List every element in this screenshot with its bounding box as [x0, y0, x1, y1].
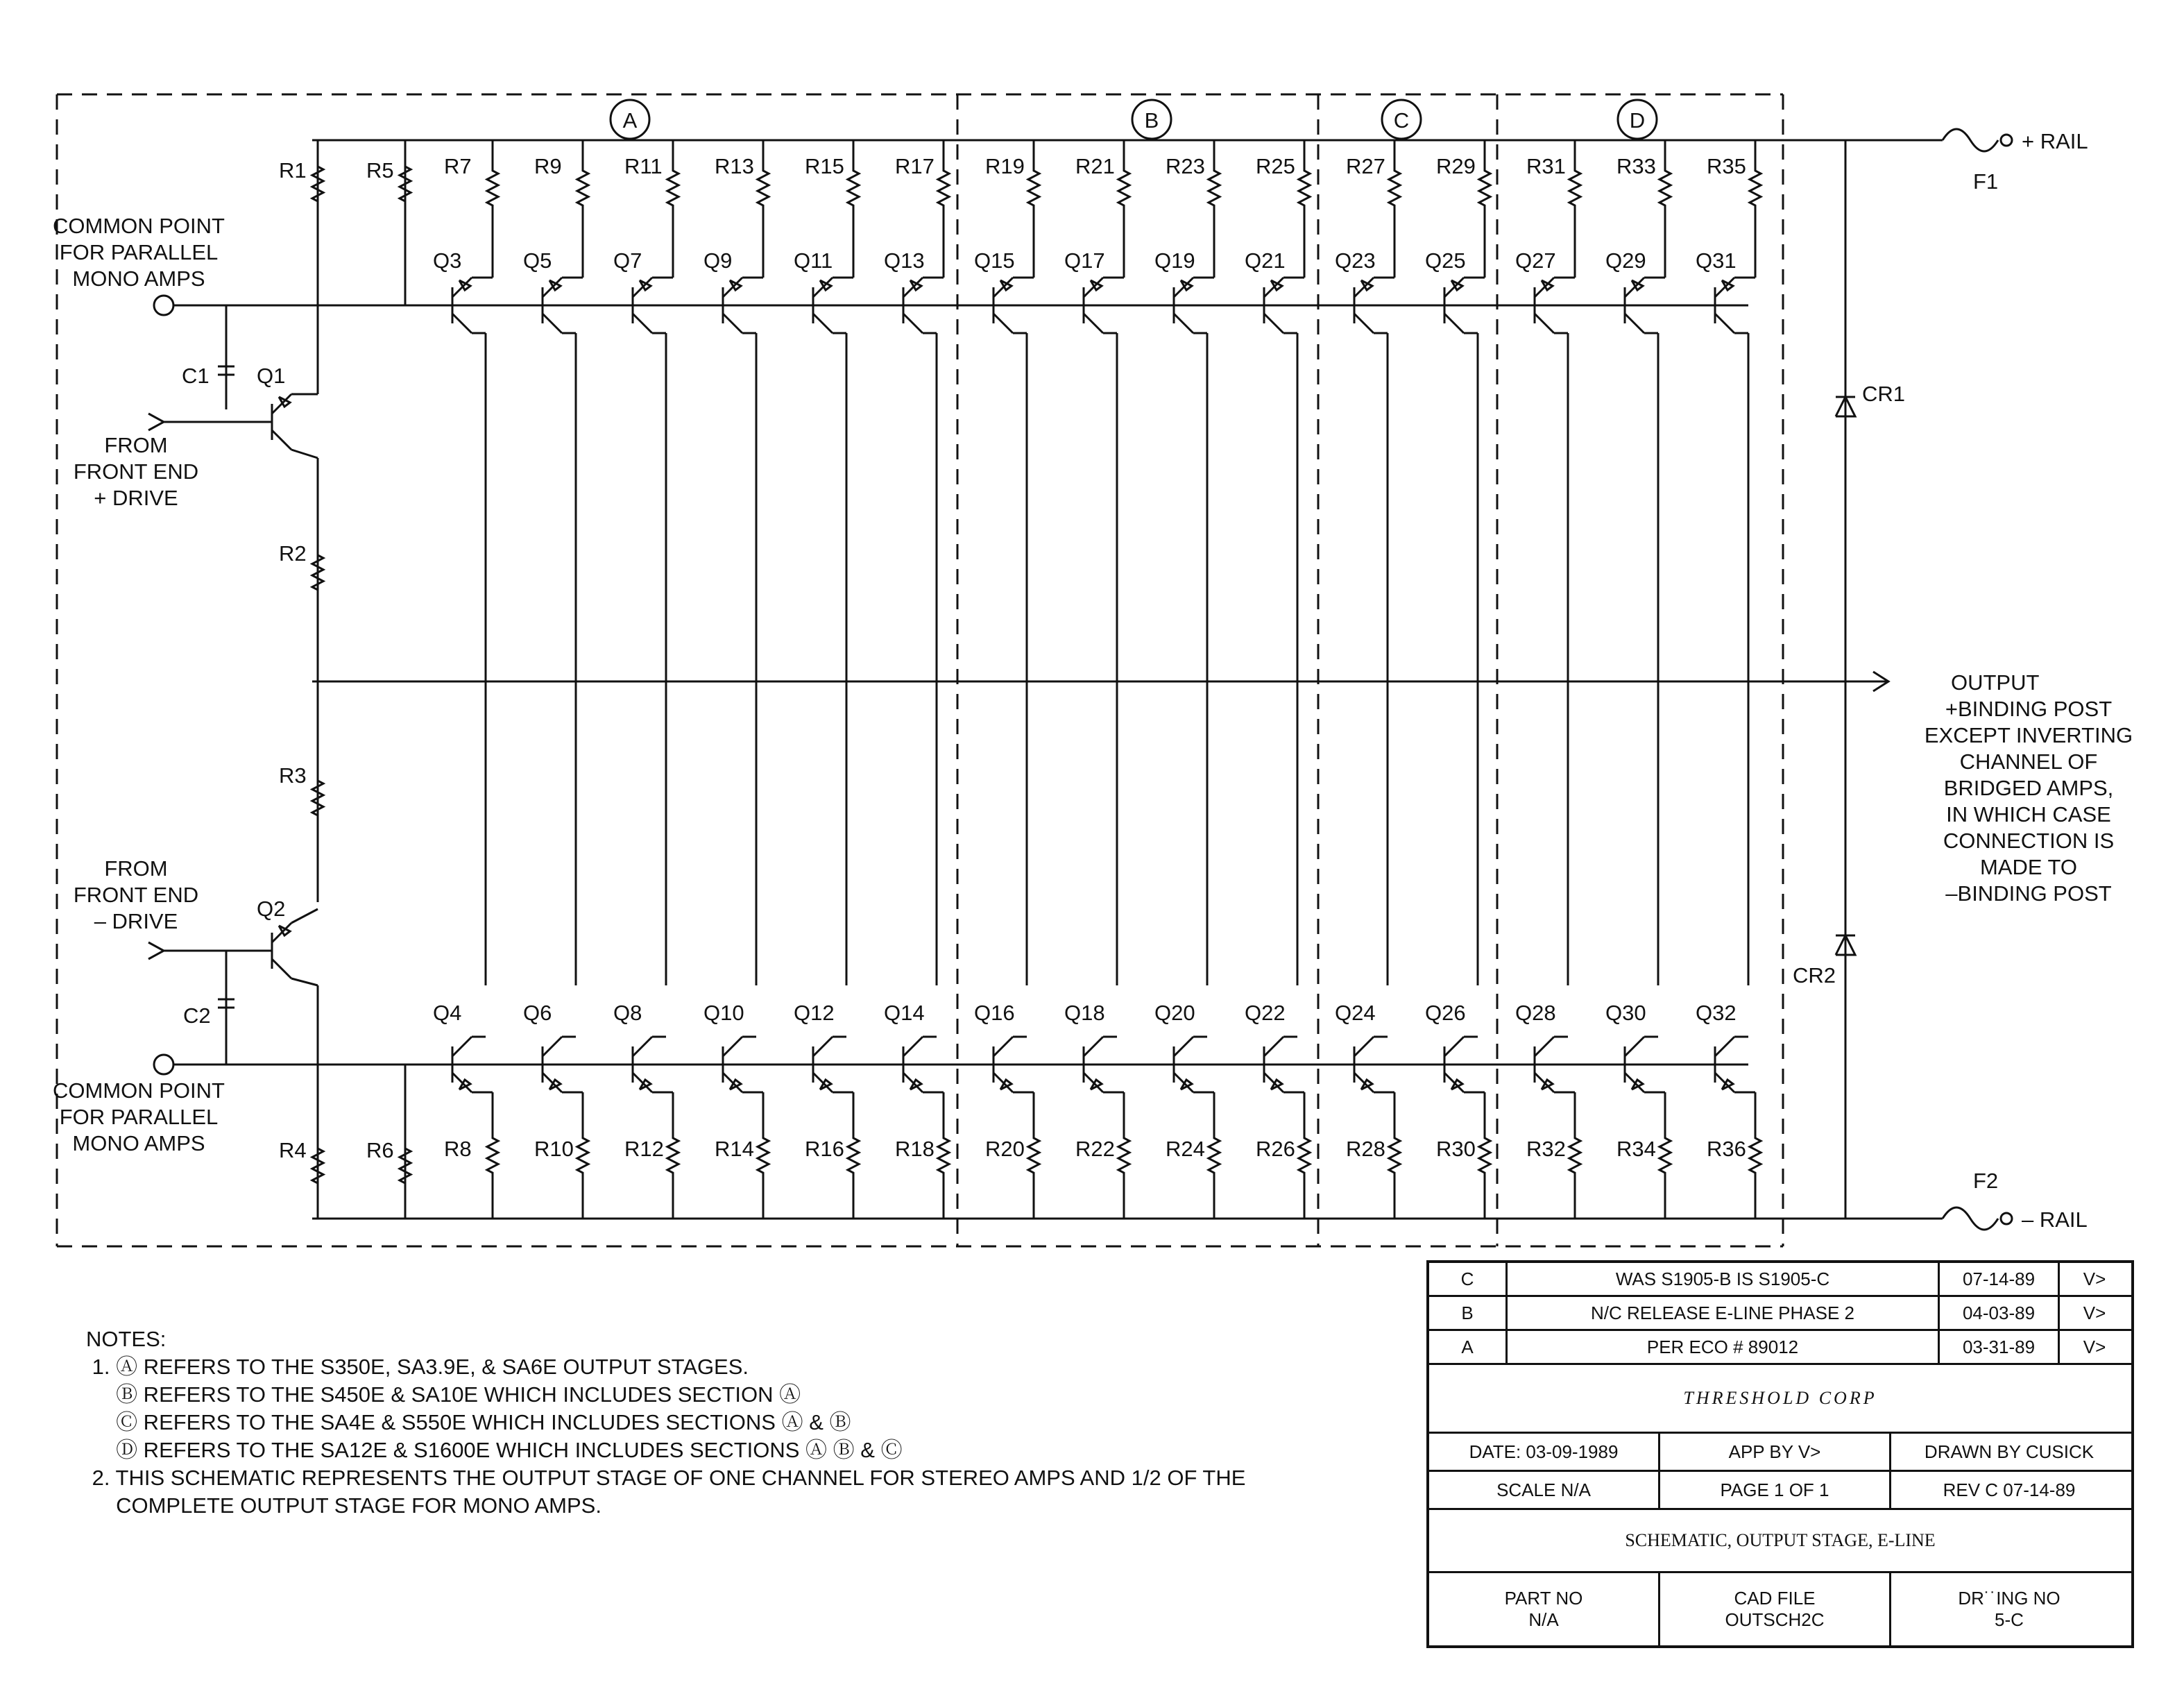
drive-plus-line: FROM [104, 433, 168, 457]
top-emitter-resistor [1299, 140, 1310, 236]
top-transistor-label: Q5 [523, 248, 552, 273]
bottom-emitter-resistor [667, 1092, 679, 1219]
top-transistor-label: Q11 [794, 248, 833, 273]
top-transistor-label: Q25 [1425, 248, 1466, 273]
top-emitter-resistor [1209, 140, 1220, 236]
bottom-output-transistor [452, 1037, 472, 1056]
q1-emitter [291, 450, 318, 458]
bottom-transistor-label: Q16 [974, 1001, 1015, 1025]
r6-label: R6 [366, 1138, 394, 1162]
bottom-resistor-label: R18 [895, 1137, 935, 1161]
drive-minus-line: FROM [104, 856, 168, 881]
bottom-emitter-resistor [577, 1092, 588, 1219]
output-note-line: CONNECTION IS [1943, 829, 2115, 853]
output-note-line: IN WHICH CASE [1946, 802, 2111, 826]
top-resistor-label: R29 [1436, 154, 1476, 178]
top-transistor-label: Q19 [1154, 248, 1195, 273]
common-point-top-line: COMMON POINT [53, 214, 225, 238]
bottom-resistor-label: R8 [444, 1137, 472, 1161]
bottom-output-transistor [1625, 1037, 1644, 1056]
bottom-transistor-label: Q32 [1696, 1001, 1737, 1025]
minus-rail-label: – RAIL [2022, 1207, 2088, 1232]
bottom-output-transistor [1715, 1037, 1734, 1056]
drawing-title: SCHEMATIC, OUTPUT STAGE, E-LINE [1429, 1510, 2131, 1573]
bottom-output-transistor [903, 1037, 923, 1056]
top-transistor-label: Q21 [1245, 248, 1286, 273]
top-transistor-label: Q17 [1064, 248, 1105, 273]
top-transistor-label: Q31 [1696, 248, 1737, 273]
output-note-line: –BINDING POST [1945, 881, 2112, 906]
bottom-output-transistor [1174, 1037, 1193, 1056]
rev-field: REV C 07-14-89 [1943, 1479, 2076, 1500]
bottom-resistor-label: R34 [1616, 1137, 1656, 1161]
top-resistor-label: R11 [624, 154, 663, 178]
top-output-transistor [1084, 314, 1103, 333]
top-output-transistor [452, 314, 472, 333]
common-point-bottom-line: MONO AMPS [72, 1131, 205, 1155]
top-transistor-label: Q3 [433, 248, 462, 273]
bottom-transistor-label: Q8 [613, 1001, 642, 1025]
common-point-bottom-line: COMMON POINT [53, 1078, 225, 1103]
part-no-field: PART NO N/A [1429, 1573, 1660, 1645]
top-transistor-label: Q9 [703, 248, 733, 273]
top-resistor-label: R9 [534, 154, 562, 178]
cr1-label: CR1 [1862, 382, 1906, 406]
top-transistor-label: Q29 [1605, 248, 1646, 273]
revision-row-c: C WAS S1905-B IS S1905-C 07-14-89 V> [1429, 1263, 2131, 1297]
top-emitter-resistor [1118, 140, 1129, 236]
common-point-top-line: MONO AMPS [72, 266, 205, 291]
bottom-emitter-resistor [1028, 1092, 1039, 1219]
top-output-transistor [543, 314, 562, 333]
q2-emitter [291, 909, 318, 923]
bottom-resistor-label: R12 [624, 1137, 664, 1161]
plus-rail-terminal [2001, 135, 2012, 146]
top-emitter-resistor [938, 140, 949, 236]
revision-row-b: B N/C RELEASE E-LINE PHASE 2 04-03-89 V> [1429, 1297, 2131, 1331]
top-output-transistor [813, 314, 833, 333]
bottom-output-transistor [1444, 1037, 1464, 1056]
drive-plus-arrow [148, 414, 164, 430]
drive-minus-line: FRONT END [73, 883, 199, 907]
drive-plus-line: FRONT END [73, 459, 199, 484]
top-transistor-label: Q23 [1335, 248, 1376, 273]
top-transistor-label: Q27 [1515, 248, 1556, 273]
r2-resistor [312, 541, 323, 604]
bottom-output-transistor [813, 1037, 833, 1056]
top-output-transistor [1174, 314, 1193, 333]
bottom-resistor-label: R28 [1346, 1137, 1385, 1161]
bottom-transistor-label: Q26 [1425, 1001, 1466, 1025]
f2-fuse [1943, 1207, 1998, 1230]
r2-label: R2 [279, 541, 307, 566]
bottom-output-transistor [1264, 1037, 1283, 1056]
f1-label: F1 [1973, 169, 1999, 194]
top-resistor-label: R31 [1526, 154, 1566, 178]
top-output-transistor [1715, 314, 1734, 333]
r4-resistor [312, 1138, 323, 1194]
c1-label: C1 [182, 364, 210, 388]
f1-fuse [1943, 129, 1998, 151]
bottom-transistor-label: Q4 [433, 1001, 462, 1025]
bottom-emitter-resistor [1209, 1092, 1220, 1219]
q1-label: Q1 [257, 364, 286, 388]
bottom-emitter-resistor [1118, 1092, 1129, 1219]
top-resistor-label: R13 [715, 154, 754, 178]
bottom-resistor-label: R20 [985, 1137, 1025, 1161]
bottom-transistor-label: Q6 [523, 1001, 552, 1025]
bottom-output-transistor [1084, 1037, 1103, 1056]
drive-minus-line: – DRIVE [94, 909, 178, 933]
top-emitter-resistor [1028, 140, 1039, 236]
drive-minus-arrow [148, 942, 164, 959]
bottom-output-transistor [543, 1037, 562, 1056]
bottom-resistor-label: R14 [715, 1137, 754, 1161]
page-field: PAGE 1 OF 1 [1660, 1472, 1891, 1508]
top-output-transistor [1535, 314, 1554, 333]
r3-label: R3 [279, 763, 307, 788]
top-output-transistor [903, 314, 923, 333]
title-block [1426, 1260, 2134, 1648]
bottom-output-transistor [1535, 1037, 1554, 1056]
bottom-resistor-label: R16 [805, 1137, 844, 1161]
r5-label: R5 [366, 158, 394, 183]
top-resistor-label: R15 [805, 154, 844, 178]
section-a-label: A [622, 108, 638, 133]
q2-collector [291, 978, 318, 985]
top-output-transistor [1444, 314, 1464, 333]
top-resistor-label: R17 [895, 154, 935, 178]
bottom-transistor-label: Q18 [1064, 1001, 1105, 1025]
top-output-transistor [1625, 314, 1644, 333]
scale-field: SCALE N/A [1429, 1472, 1660, 1508]
bottom-emitter-resistor [1479, 1092, 1490, 1219]
top-output-transistor [1264, 314, 1283, 333]
revision-row-a: A PER ECO # 89012 03-31-89 V> [1429, 1331, 2131, 1365]
minus-rail-terminal [2001, 1213, 2012, 1224]
bottom-transistor-label: Q20 [1154, 1001, 1195, 1025]
bottom-transistor-label: Q22 [1245, 1001, 1286, 1025]
common-point-top-terminal [154, 296, 173, 315]
q2-label: Q2 [257, 897, 286, 921]
bottom-output-transistor [993, 1037, 1013, 1056]
common-point-bottom-line: FOR PARALLEL [59, 1105, 219, 1129]
drive-plus-line: + DRIVE [94, 486, 178, 510]
bottom-transistor-label: Q24 [1335, 1001, 1376, 1025]
bottom-resistor-label: R24 [1166, 1137, 1205, 1161]
top-emitter-resistor [1389, 140, 1400, 236]
bottom-transistor-label: Q12 [794, 1001, 835, 1025]
bottom-resistor-label: R36 [1707, 1137, 1746, 1161]
bottom-output-transistor [633, 1037, 652, 1056]
r3-resistor [312, 763, 323, 833]
top-transistor-label: Q13 [884, 248, 925, 273]
app-by-field: APP BY V> [1660, 1434, 1891, 1470]
bottom-transistor-label: Q10 [703, 1001, 744, 1025]
bottom-resistor-label: R32 [1526, 1137, 1566, 1161]
bottom-emitter-resistor [1660, 1092, 1671, 1219]
output-note-line: +BINDING POST [1945, 697, 2113, 721]
output-note-line: CHANNEL OF [1959, 749, 2098, 774]
top-emitter-resistor [1660, 140, 1671, 236]
bottom-output-transistor [723, 1037, 742, 1056]
output-note-line: EXCEPT INVERTING [1924, 723, 2133, 747]
top-emitter-resistor [1479, 140, 1490, 236]
date-field: DATE: 03-09-1989 [1429, 1434, 1660, 1470]
bottom-emitter-resistor [487, 1092, 498, 1219]
common-point-bottom-terminal [154, 1055, 173, 1074]
top-output-transistor [993, 314, 1013, 333]
drawn-by-field: DRAWN BY CUSICK [1924, 1441, 2095, 1462]
top-emitter-resistor [577, 140, 588, 236]
top-resistor-label: R21 [1075, 154, 1115, 178]
output-note-line: MADE TO [1979, 855, 2078, 879]
top-resistor-label: R23 [1166, 154, 1205, 178]
bottom-resistor-label: R26 [1256, 1137, 1295, 1161]
top-emitter-resistor [758, 140, 769, 236]
section-b-label: B [1144, 108, 1159, 133]
bottom-emitter-resistor [848, 1092, 859, 1219]
bottom-emitter-resistor [1569, 1092, 1580, 1219]
top-emitter-resistor [1750, 140, 1761, 236]
top-resistor-label: R33 [1616, 154, 1656, 178]
top-emitter-resistor [1569, 140, 1580, 236]
top-emitter-resistor [487, 140, 498, 236]
top-output-transistor [723, 314, 742, 333]
f2-label: F2 [1973, 1169, 1999, 1193]
top-emitter-resistor [667, 140, 679, 236]
cr2-label: CR2 [1793, 963, 1836, 987]
company-name: THRESHOLD CORP [1429, 1365, 2131, 1434]
bottom-emitter-resistor [1299, 1092, 1310, 1219]
plus-rail-label: + RAIL [2022, 129, 2088, 153]
top-resistor-label: R19 [985, 154, 1025, 178]
top-resistor-label: R7 [444, 154, 472, 178]
c2-label: C2 [183, 1003, 211, 1028]
r5-resistor [400, 160, 411, 208]
bottom-emitter-resistor [938, 1092, 949, 1219]
bottom-transistor-label: Q30 [1605, 1001, 1646, 1025]
bottom-resistor-label: R30 [1436, 1137, 1476, 1161]
q2-transistor [272, 959, 291, 978]
cad-file-field: CAD FILE OUTSCH2C [1660, 1573, 1891, 1645]
r4-label: R4 [279, 1138, 307, 1162]
q1-transistor [272, 430, 291, 450]
output-label: OUTPUT [1951, 670, 2040, 695]
bottom-transistor-label: Q14 [884, 1001, 925, 1025]
r6-resistor [400, 1138, 411, 1194]
top-resistor-label: R35 [1707, 154, 1746, 178]
common-point-top-line: FOR PARALLEL [59, 240, 219, 264]
bottom-resistor-label: R10 [534, 1137, 574, 1161]
bottom-emitter-resistor [1750, 1092, 1761, 1219]
drawing-no-field: DR˙˙ING NO 5-C [1958, 1588, 2061, 1630]
top-transistor-label: Q7 [613, 248, 642, 273]
top-transistor-label: Q15 [974, 248, 1015, 273]
bottom-resistor-label: R22 [1075, 1137, 1115, 1161]
section-d-label: D [1629, 108, 1646, 133]
top-resistor-label: R27 [1346, 154, 1385, 178]
r1-label: R1 [279, 158, 307, 183]
bottom-output-transistor [1354, 1037, 1374, 1056]
bottom-transistor-label: Q28 [1515, 1001, 1556, 1025]
notes: NOTES: 1. Ⓐ REFERS TO THE S350E, SA3.9E, & SA6E OUTPUT STAGES. Ⓑ REFERS TO THE S450E & SA10E WHICH INCLUDES SECTION Ⓐ Ⓒ REFERS TO THE SA4E & S550E WHICH INCLUDES SECTIONS Ⓐ & Ⓑ Ⓓ REFERS TO THE SA12E & S1600E WHICH INCLUDES SECTIONS Ⓐ Ⓑ & Ⓒ 2. THIS SCHEMATIC REPRESENTS THE OUTPUT STAGE OF ONE CHANNEL FOR STEREO AMPS AND 1/2 OF THE COMPLETE OUTPUT STAGE FOR MONO AMPS. [86, 1327, 1246, 1518]
top-output-transistor [1354, 314, 1374, 333]
bottom-emitter-resistor [1389, 1092, 1400, 1219]
top-emitter-resistor [848, 140, 859, 236]
section-c-label: C [1393, 108, 1410, 133]
bottom-emitter-resistor [758, 1092, 769, 1219]
top-resistor-label: R25 [1256, 154, 1295, 178]
top-output-transistor [633, 314, 652, 333]
output-note-line: BRIDGED AMPS, [1943, 776, 2114, 800]
